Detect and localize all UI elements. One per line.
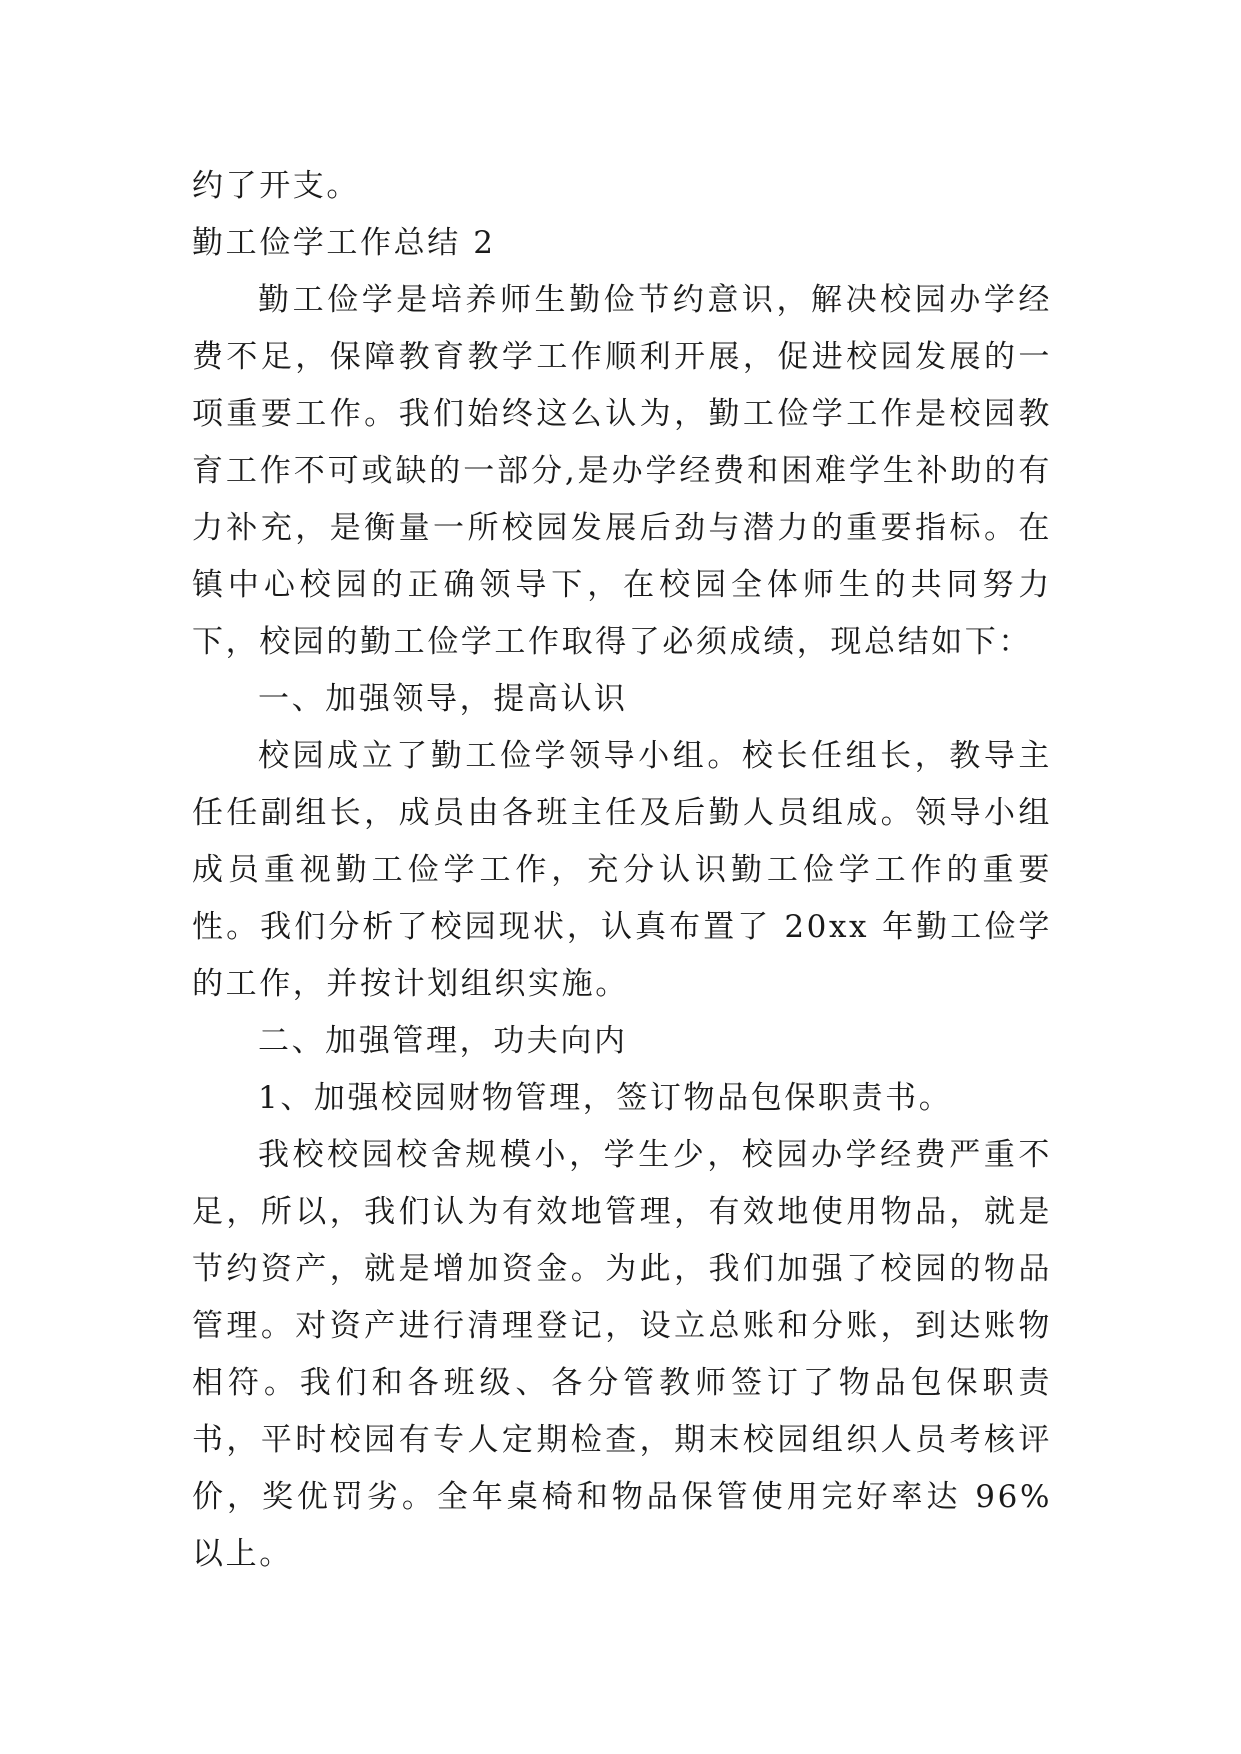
- subheading-one: 1、加强校园财物管理，签订物品包保职责书。: [258, 1080, 953, 1116]
- paragraph-leadership: 校园成立了勤工俭学领导小组。校长任组长，教导主任任副组长，成员由各班主任及后勤人员组成。领导小组成员重视勤工俭学工作，充分认识勤工俭学工作的重要性。我们分析了校园现状，认真布置了 20xx 年勤工俭学的工作，并按计划组织实施。: [192, 738, 1052, 1002]
- paragraph-continuation: 约了开支。: [192, 168, 360, 204]
- heading-two: 二、加强管理，功夫向内: [258, 1023, 628, 1059]
- section-title: 勤工俭学工作总结 2: [192, 225, 496, 261]
- paragraph-management: 我校校园校舍规模小，学生少，校园办学经费严重不足，所以，我们认为有效地管理，有效地使用物品，就是节约资产，就是增加资金。为此，我们加强了校园的物品管理。对资产进行清理登记，设立总账和分账，到达账物相符。我们和各班级、各分管教师签订了物品包保职责书，平时校园有专人定期检查，期末校园组织人员考核评价，奖优罚劣。全年桌椅和物品保管使用完好率达 96%以上。: [192, 1137, 1052, 1572]
- heading-one: 一、加强领导，提高认识: [258, 681, 628, 717]
- document-body: [192, 158, 1052, 1583]
- paragraph-intro: 勤工俭学是培养师生勤俭节约意识，解决校园办学经费不足，保障教育教学工作顺利开展，促进校园发展的一项重要工作。我们始终这么认为，勤工俭学工作是校园教育工作不可或缺的一部分,是办学经费和困难学生补助的有力补充，是衡量一所校园发展后劲与潜力的重要指标。在镇中心校园的正确领导下，在校园全体师生的共同努力下，校园的勤工俭学工作取得了必须成绩，现总结如下：: [192, 282, 1052, 660]
